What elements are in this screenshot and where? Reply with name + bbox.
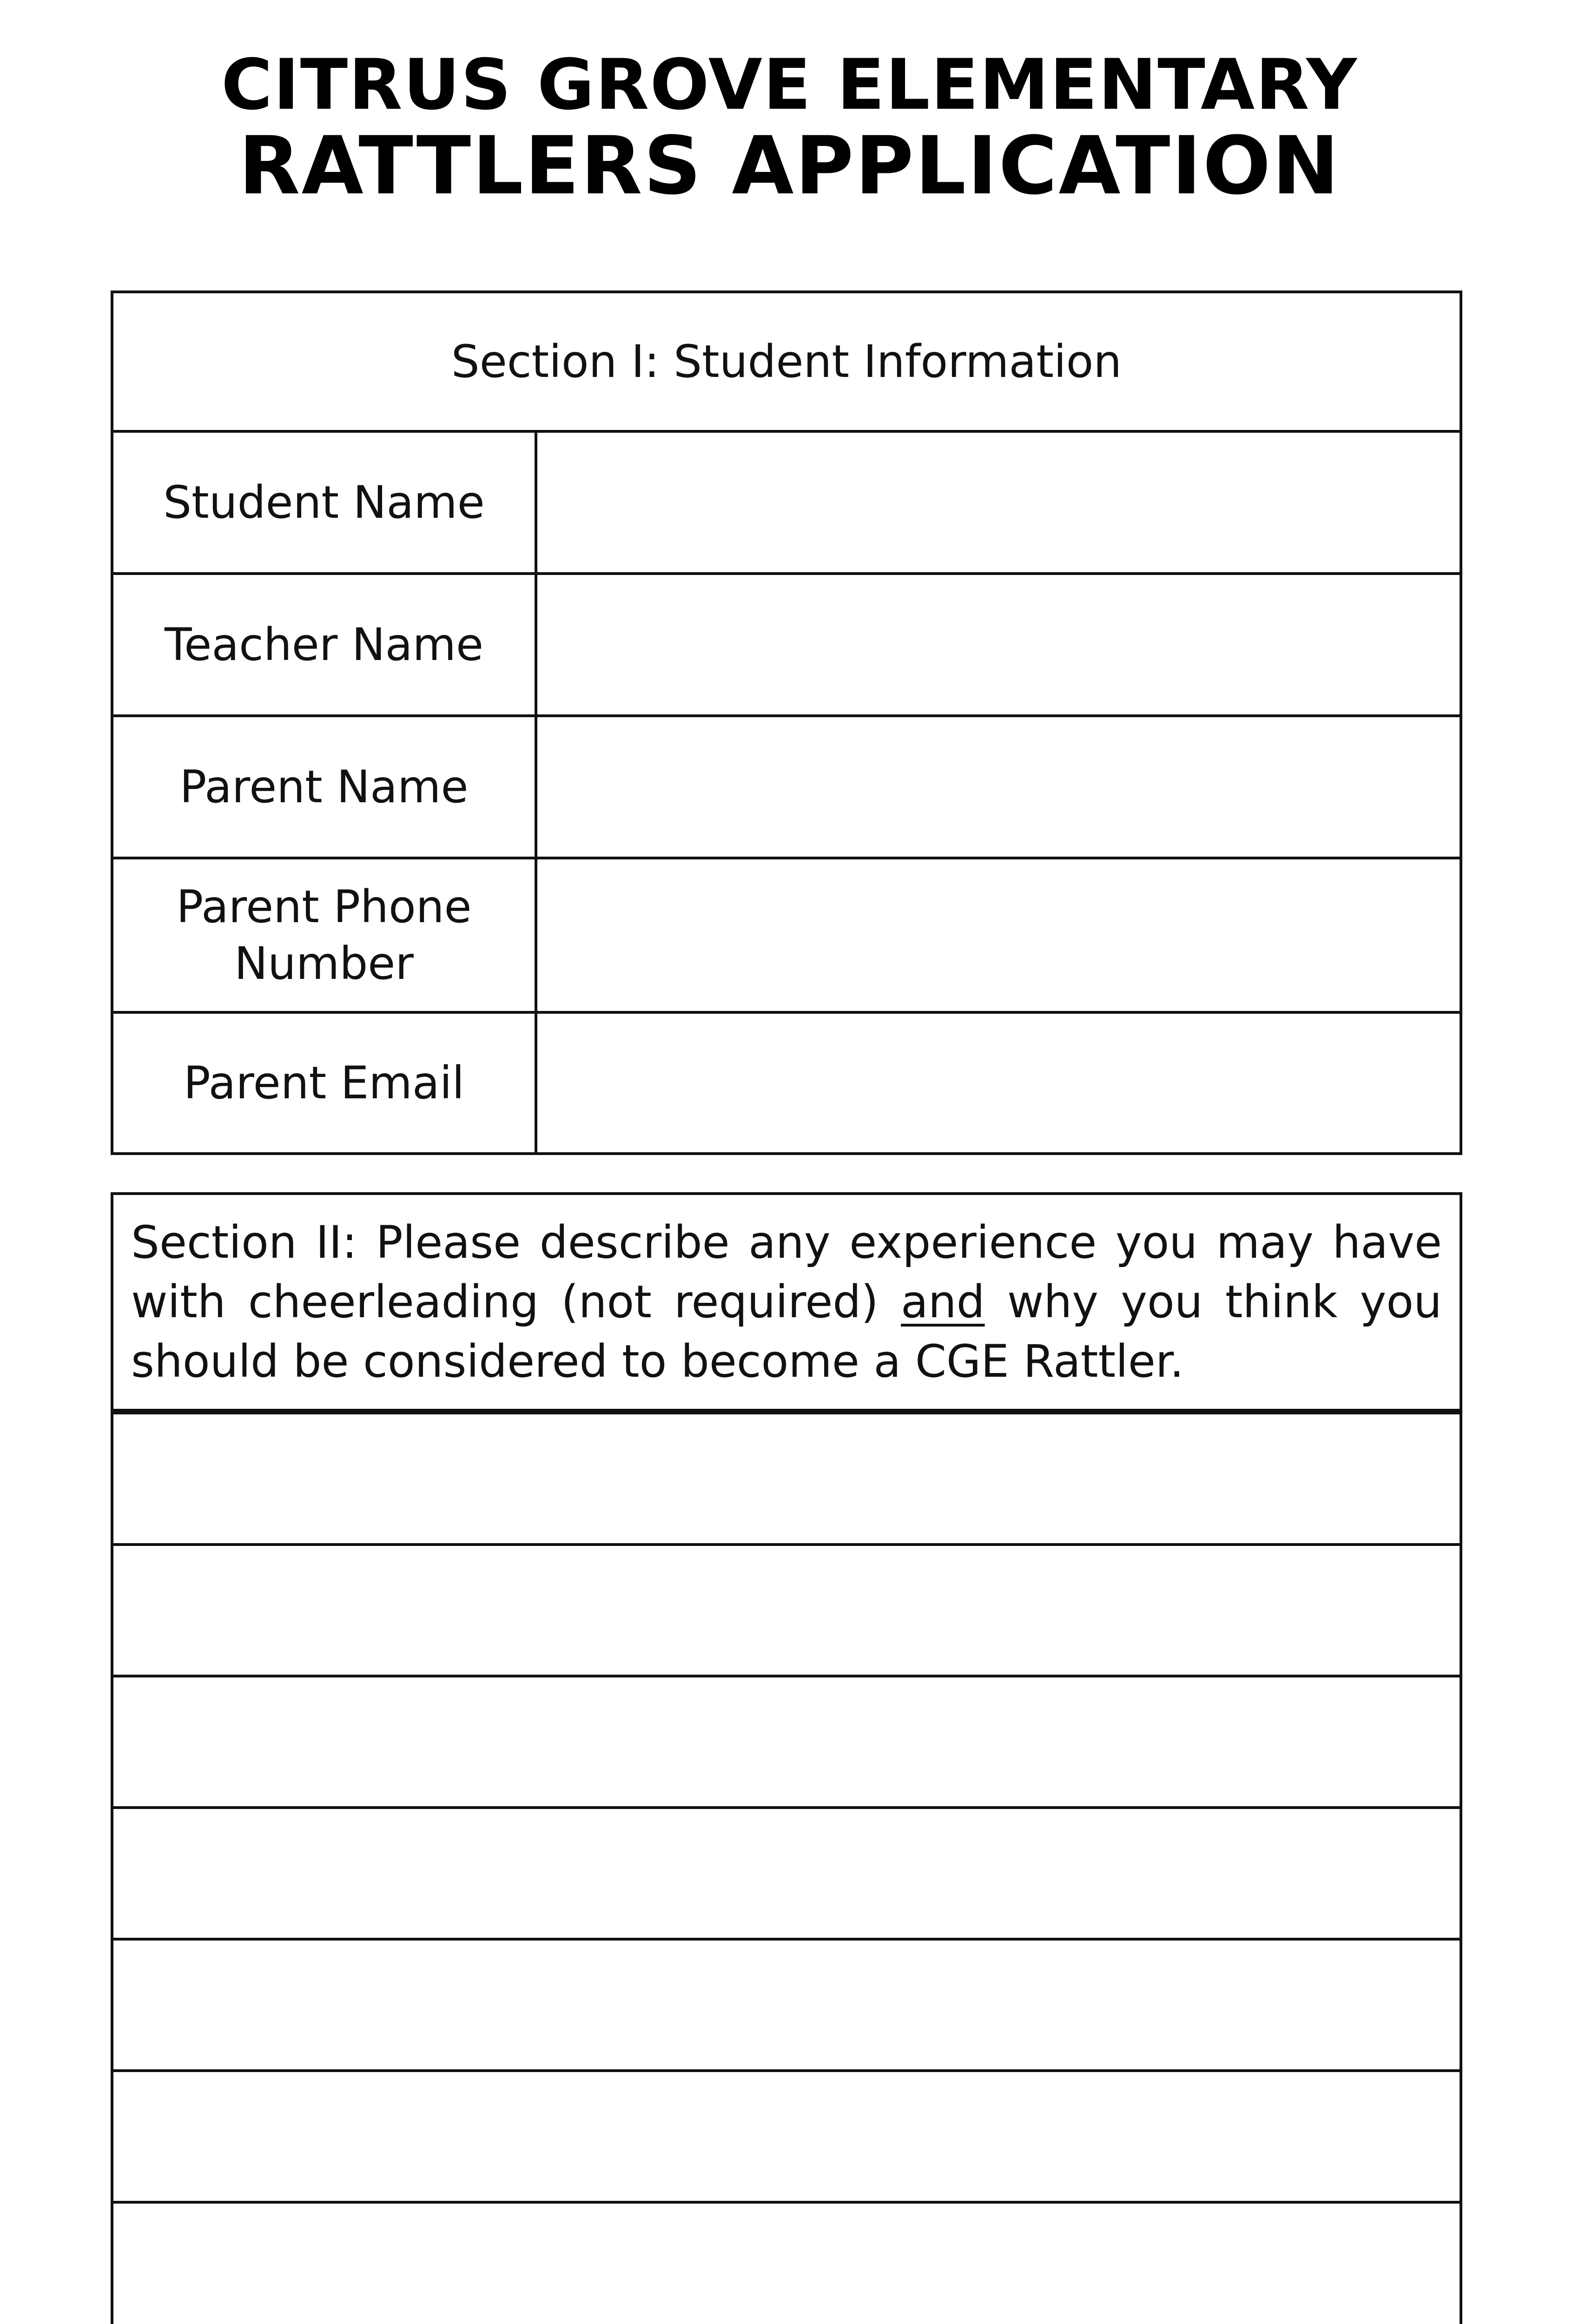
section-1-header: Section I: Student Information [113,293,1460,433]
parent-name-field[interactable] [537,717,1460,857]
answer-line[interactable] [113,1414,1460,1546]
parent-email-field[interactable] [537,1014,1460,1152]
teacher-name-field[interactable] [537,575,1460,714]
prompt-text-start: Section II: Please describe any experience you may have with cheerleading (not required) [131,1216,1442,1328]
prompt-text-end: why you think you should be considered to become a CGE Rattler. [131,1276,1442,1387]
form-title-application: RATTLERS APPLICATION [238,119,1341,212]
student-name-field[interactable] [537,433,1460,572]
row-teacher-name [113,575,1460,717]
parent-name-label: Parent Name [113,717,537,857]
row-parent-phone [113,859,1460,1014]
experience-section [111,1192,1462,2324]
row-parent-email [113,1014,1460,1152]
answer-line[interactable] [113,2204,1460,2324]
answer-line[interactable] [113,2072,1460,2204]
student-information-table [111,290,1462,1155]
teacher-name-label: Teacher Name [113,575,537,714]
parent-phone-label: Parent Phone Number [113,859,537,1011]
row-student-name [113,433,1460,575]
form-title-school: CITRUS GROVE ELEMENTARY [221,45,1358,125]
parent-phone-field[interactable] [537,859,1460,1011]
parent-email-label: Parent Email [113,1014,537,1152]
section-2-prompt [113,1195,1460,1414]
answer-line[interactable] [113,1677,1460,1809]
student-name-label: Student Name [113,433,537,572]
row-parent-name [113,717,1460,859]
prompt-underlined-word: and [901,1276,985,1328]
answer-line[interactable] [113,1941,1460,2072]
answer-line[interactable] [113,1546,1460,1677]
answer-line[interactable] [113,1809,1460,1941]
